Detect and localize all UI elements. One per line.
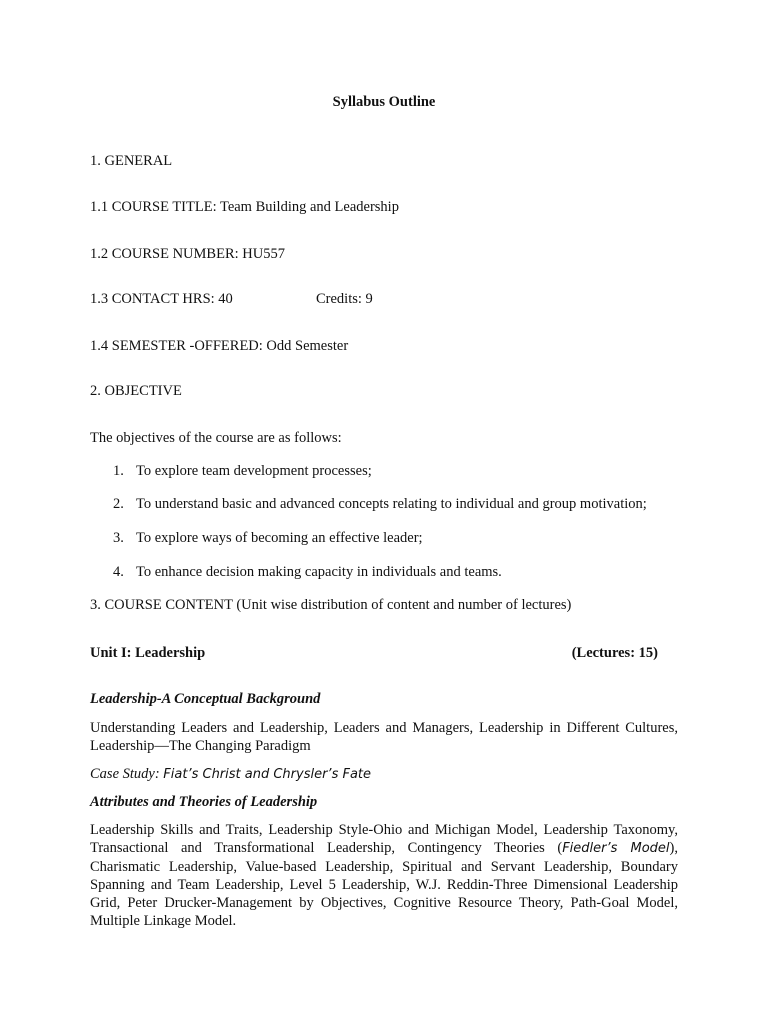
objective-item: To explore ways of becoming an effective leader; — [136, 530, 423, 546]
case-study-title: Fiat’s Christ and Chrysler’s Fate — [163, 767, 372, 782]
semester-offered: 1.4 SEMESTER -OFFERED: Odd Semester — [90, 338, 349, 354]
objective-item: To enhance decision making capacity in individuals and teams. — [136, 564, 502, 580]
section-heading: Attributes and Theories of Leadership — [90, 794, 318, 810]
course-number: 1.2 COURSE NUMBER: HU557 — [90, 246, 285, 262]
fiedler-model: Fiedler’s Model — [562, 841, 670, 856]
contact-hours: 1.3 CONTACT HRS: 40 — [90, 291, 233, 307]
credits: Credits: 9 — [316, 291, 373, 307]
objective-item-number: 1. — [113, 463, 124, 479]
objective-item: To explore team development processes; — [136, 463, 372, 479]
course-content-heading: 3. COURSE CONTENT (Unit wise distribution of content and number of lectures) — [90, 597, 572, 613]
objective-item-number: 2. — [113, 496, 124, 512]
case-study — [90, 765, 371, 784]
course-title: 1.1 COURSE TITLE: Team Building and Leadership — [90, 199, 399, 215]
unit-lectures: (Lectures: 15) — [571, 645, 658, 661]
objective-heading: 2. OBJECTIVE — [90, 383, 182, 399]
general-heading: 1. GENERAL — [90, 153, 173, 169]
objective-intro: The objectives of the course are as follows: — [90, 430, 342, 446]
unit-title: Unit I: Leadership — [90, 645, 206, 661]
section-paragraph — [90, 821, 678, 930]
objective-item-number: 3. — [113, 530, 124, 546]
objective-item: To understand basic and advanced concepts relating to individual and group motivation; — [136, 496, 647, 512]
section-paragraph: Understanding Leaders and Leadership, Leaders and Managers, Leadership in Different Cultures, Leadership—The Changing Paradigm — [90, 720, 678, 754]
page-title: Syllabus Outline — [332, 94, 436, 110]
paragraph-text: ), Charismatic Leadership, Value-based Leadership, Spiritual and Servant Leadership, Boundary Spanning and Team Leadership, Level 5 Leadership, W.J. Reddin-Three Dimensional Leadership Grid, Peter Drucker-Management by Objectives, Cognitive Resource Theory, Path-Goal Model, Multiple Linkage Model. — [90, 840, 678, 929]
objective-item-number: 4. — [113, 564, 124, 580]
case-study-label: Case Study: — [90, 766, 160, 782]
section-heading: Leadership-A Conceptual Background — [90, 691, 321, 707]
paragraph-text: Leadership Skills and Traits, Leadership Style-Ohio and Michigan Model, Leadership Taxonomy, Transactional and Transformational Leadership, Contingency Theories ( — [90, 822, 678, 856]
